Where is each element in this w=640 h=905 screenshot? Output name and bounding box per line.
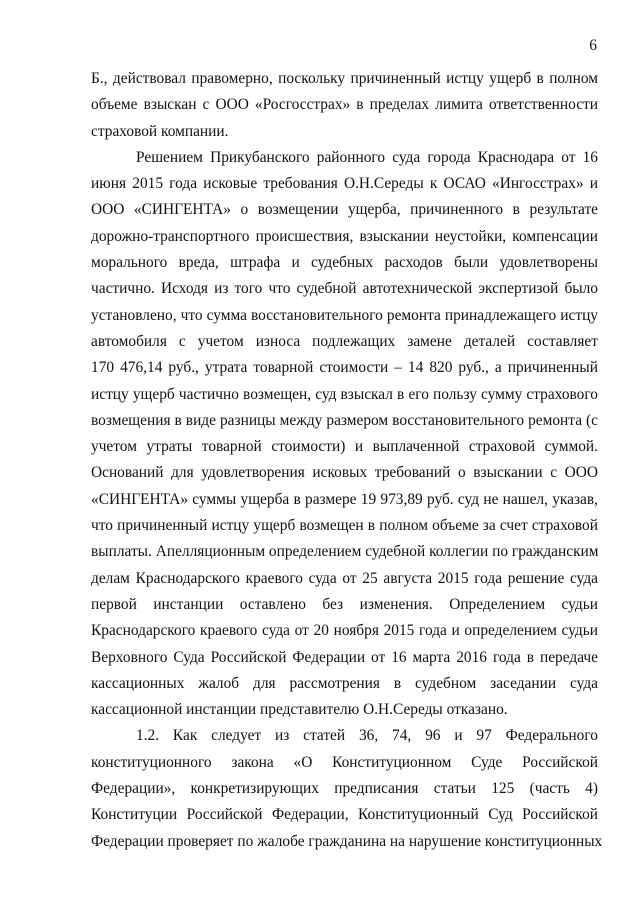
text-line: ООО «СИНГЕНТА» о возмещении ущерба, причиненного в результате [91,201,598,219]
text-line: Федерации проверяет по жалобе гражданина на нарушение конституционных [91,832,603,850]
text-line: 170 476,14 руб., утрата товарной стоимости – 14 820 руб., а причиненный [91,359,598,377]
text-line: первой инстанции оставлено без изменения. Определением судьи [91,595,598,613]
text-line: возмещения в виде разницы между размером восстановительного ремонта (с [91,411,598,429]
text-line: Краснодарского краевого суда от 20 ноября 2015 года и определением судьи [91,622,598,640]
text-line: что причиненный истцу ущерб возмещен в полном объеме за счет страховой [91,517,598,535]
page-number: 6 [589,37,597,54]
text-line: дорожно-транспортного происшествия, взыскании неустойки, компенсации [91,227,598,245]
text-line: конституционного закона «О Конституционном Суде Российской [91,753,598,771]
text-line: Федерации», конкретизирующих предписания статьи 125 (часть 4) [91,780,598,798]
text-line: выплаты. Апелляционным определением судебной коллегии по гражданским [91,543,599,561]
text-line: объеме взыскан с ООО «Росгосстрах» в пределах лимита ответственности [91,96,598,114]
text-line: Конституции Российской Федерации, Конституционный Суд Российской [91,806,598,824]
text-line: страховой компании. [91,122,229,140]
text-line: кассационной инстанции представителю О.Н.Середы отказано. [91,701,508,719]
text-line: Оснований для удовлетворения исковых требований о взыскании с ООО [91,464,598,482]
text-line: кассационных жалоб для рассмотрения в судебном заседании суда [91,674,598,692]
text-line: частично. Исходя из того что судебной автотехнической экспертизой было [91,280,598,298]
body-text [91,66,603,855]
text-line: истцу ущерб частично возмещен, суд взыскал в его пользу сумму страхового [91,385,598,403]
text-line: Верховного Суда Российской Федерации от 16 марта 2016 года в передаче [91,648,598,666]
text-line: морального вреда, штрафа и судебных расходов были удовлетворены [91,254,598,272]
text-line: 1.2. Как следует из статей 36, 74, 96 и 97 Федерального [136,727,598,745]
text-line: установлено, что сумма восстановительного ремонта принадлежащего истцу [91,306,598,324]
text-line: Решением Прикубанского районного суда города Краснодара от 16 [136,148,598,166]
text-line: делам Краснодарского краевого суда от 25 августа 2015 года решение суда [91,569,598,587]
text-line: учетом утраты товарной стоимости) и выплаченной страховой суммой. [91,438,598,456]
text-line: июня 2015 года исковые требования О.Н.Середы к ОСАО «Ингосстрах» и [91,175,598,193]
text-line: автомобиля с учетом износа подлежащих замене деталей составляет [91,332,598,350]
text-line: Б., действовал правомерно, поскольку причиненный истцу ущерб в полном [91,70,598,87]
text-line: «СИНГЕНТА» суммы ущерба в размере 19 973,89 руб. суд не нашел, указав, [91,490,598,508]
